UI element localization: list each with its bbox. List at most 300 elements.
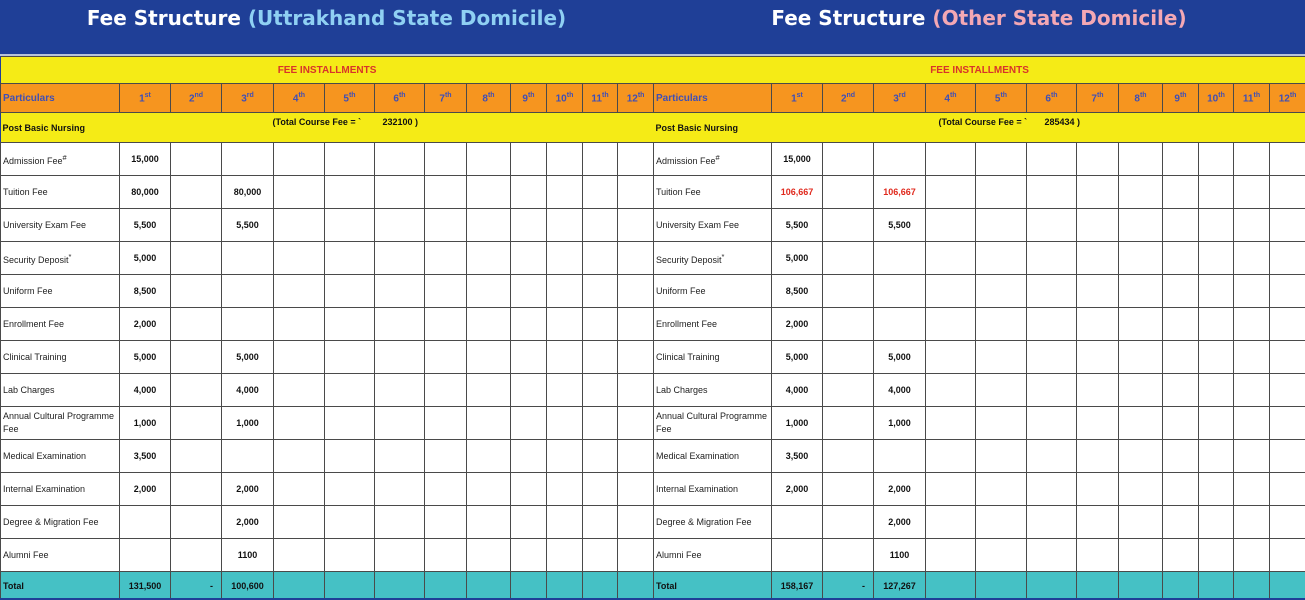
empty-cell [425, 308, 467, 341]
empty-cell [425, 440, 467, 473]
empty-cell [618, 506, 654, 539]
installment-number: 5 [994, 93, 1001, 105]
empty-cell [325, 176, 375, 209]
empty-cell [274, 374, 325, 407]
installment-amount [823, 143, 874, 176]
installment-amount [823, 407, 874, 440]
empty-cell [976, 506, 1027, 539]
empty-cell [274, 242, 325, 275]
fee-label: Admission Fee [656, 155, 716, 166]
course-total-value: 285434 ) [1044, 116, 1081, 127]
empty-cell [274, 275, 325, 308]
empty-cell [976, 572, 1027, 600]
empty-cell [1077, 374, 1119, 407]
course-cell [654, 113, 1305, 143]
empty-cell [1270, 176, 1305, 209]
empty-cell [1234, 407, 1270, 440]
installment-amount: 2,000 [120, 473, 171, 506]
column-header-installment [467, 84, 511, 113]
empty-cell [1077, 572, 1119, 600]
installment-suffix: th [398, 91, 406, 99]
empty-cell [1027, 176, 1077, 209]
empty-cell [1199, 374, 1234, 407]
empty-cell [274, 209, 325, 242]
empty-cell [618, 308, 654, 341]
installment-amount: 5,000 [874, 341, 926, 374]
empty-cell [274, 341, 325, 374]
empty-cell [325, 341, 375, 374]
fee-row [1, 242, 654, 275]
empty-cell [976, 473, 1027, 506]
empty-cell [547, 440, 583, 473]
footnote-mark: * [68, 251, 72, 261]
empty-cell [375, 473, 425, 506]
installment-suffix: th [601, 91, 609, 99]
total-installment-2: - [823, 572, 874, 600]
empty-cell [1270, 374, 1305, 407]
installment-amount [222, 275, 274, 308]
fee-label: University Exam Fee [656, 219, 740, 230]
empty-cell [547, 176, 583, 209]
installment-number: 6 [393, 93, 399, 105]
right-title-highlight: (Other State Domicile) [932, 6, 1187, 30]
installment-amount: 5,500 [874, 209, 926, 242]
empty-cell [1163, 539, 1199, 572]
empty-cell [1077, 143, 1119, 176]
installments-band [654, 57, 1305, 84]
empty-cell [1163, 407, 1199, 440]
empty-cell [1077, 275, 1119, 308]
fee-table-uttrakhand [0, 56, 654, 600]
fee-row [1, 209, 654, 242]
empty-cell [547, 242, 583, 275]
installment-amount: 5,000 [120, 341, 171, 374]
fee-label-cell [654, 407, 772, 440]
installment-number: 12 [626, 93, 638, 105]
installment-amount: 4,000 [874, 374, 926, 407]
installment-amount: 1,000 [120, 407, 171, 440]
fee-label-cell [1, 242, 120, 275]
installment-amount [823, 506, 874, 539]
empty-cell [375, 275, 425, 308]
empty-cell [583, 308, 618, 341]
installment-amount: 8,500 [772, 275, 823, 308]
empty-cell [1234, 176, 1270, 209]
empty-cell [1027, 440, 1077, 473]
installment-number: 1 [791, 93, 797, 105]
empty-cell [425, 242, 467, 275]
installment-amount [823, 473, 874, 506]
empty-cell [976, 209, 1027, 242]
empty-cell [583, 539, 618, 572]
fee-label-cell [654, 209, 772, 242]
fee-row [1, 506, 654, 539]
total-installment-3: 127,267 [874, 572, 926, 600]
header-row [654, 84, 1305, 113]
installment-amount: 2,000 [874, 506, 926, 539]
installment-amount [874, 308, 926, 341]
fee-label: Tuition Fee [656, 186, 701, 197]
empty-cell [1027, 143, 1077, 176]
fee-label-cell [1, 473, 120, 506]
empty-cell [274, 308, 325, 341]
fee-row [1, 374, 654, 407]
empty-cell [511, 473, 547, 506]
column-header-installment [325, 84, 375, 113]
installment-amount: 80,000 [120, 176, 171, 209]
installment-amount: 2,000 [222, 506, 274, 539]
empty-cell [325, 407, 375, 440]
fee-row [1, 539, 654, 572]
installment-number: 8 [1134, 93, 1140, 105]
empty-cell [511, 143, 547, 176]
empty-cell [618, 407, 654, 440]
course-info [655, 116, 1304, 133]
empty-cell [1270, 242, 1305, 275]
empty-cell [467, 539, 511, 572]
empty-cell [1234, 539, 1270, 572]
empty-cell [1027, 572, 1077, 600]
empty-cell [375, 440, 425, 473]
empty-cell [325, 275, 375, 308]
empty-cell [618, 440, 654, 473]
fee-label: Clinical Training [3, 351, 67, 362]
fee-label: Uniform Fee [656, 285, 706, 296]
empty-cell [325, 440, 375, 473]
installment-amount [171, 539, 222, 572]
column-header-installment [375, 84, 425, 113]
fee-label-cell [654, 143, 772, 176]
empty-cell [1270, 308, 1305, 341]
footnote-mark: # [62, 152, 67, 162]
empty-cell [325, 209, 375, 242]
empty-cell [1234, 275, 1270, 308]
column-header-installment [926, 84, 976, 113]
empty-cell [1234, 440, 1270, 473]
empty-cell [1163, 308, 1199, 341]
empty-cell [583, 341, 618, 374]
empty-cell [1270, 143, 1305, 176]
empty-cell [1234, 506, 1270, 539]
empty-cell [325, 473, 375, 506]
empty-cell [547, 506, 583, 539]
course-total-label: (Total Course Fee = ` [272, 116, 362, 127]
empty-cell [511, 572, 547, 600]
installment-amount: 5,500 [772, 209, 823, 242]
installment-suffix: th [1096, 91, 1104, 99]
installment-amount [171, 506, 222, 539]
fee-row [1, 143, 654, 176]
fee-label-cell [1, 275, 120, 308]
empty-cell [274, 506, 325, 539]
empty-cell [976, 242, 1027, 275]
installment-amount: 2,000 [222, 473, 274, 506]
empty-cell [375, 539, 425, 572]
empty-cell [425, 143, 467, 176]
total-installment-2: - [171, 572, 222, 600]
empty-cell [467, 143, 511, 176]
empty-cell [1163, 176, 1199, 209]
fee-row [1, 308, 654, 341]
empty-cell [325, 572, 375, 600]
empty-cell [583, 176, 618, 209]
total-installment-1: 131,500 [120, 572, 171, 600]
empty-cell [511, 539, 547, 572]
installment-amount [171, 275, 222, 308]
installment-suffix: th [1289, 91, 1297, 99]
empty-cell [1077, 176, 1119, 209]
page-banner [0, 0, 1305, 56]
empty-cell [926, 242, 976, 275]
fee-label-cell [654, 242, 772, 275]
fee-label: Degree & Migration Fee [3, 516, 99, 527]
fee-label: Security Deposit [3, 254, 69, 265]
empty-cell [976, 440, 1027, 473]
installment-number: 10 [555, 93, 567, 105]
left-title-highlight: (Uttrakhand State Domicile) [247, 6, 567, 30]
empty-cell [467, 341, 511, 374]
empty-cell [1027, 374, 1077, 407]
empty-cell [583, 572, 618, 600]
left-title [0, 6, 653, 30]
empty-cell [976, 374, 1027, 407]
installment-amount: 5,000 [772, 341, 823, 374]
installment-amount [222, 308, 274, 341]
empty-cell [618, 242, 654, 275]
empty-cell [926, 143, 976, 176]
empty-cell [1119, 506, 1163, 539]
empty-cell [467, 506, 511, 539]
installment-amount [171, 341, 222, 374]
fee-label-cell [1, 143, 120, 176]
total-installment-1: 158,167 [772, 572, 823, 600]
empty-cell [926, 440, 976, 473]
empty-cell [1163, 242, 1199, 275]
empty-cell [976, 275, 1027, 308]
section-label: FEE INSTALLMENTS [1, 57, 654, 84]
installment-amount [823, 209, 874, 242]
fee-label-cell [1, 407, 120, 440]
empty-cell [274, 539, 325, 572]
installment-amount: 1100 [874, 539, 926, 572]
installment-amount: 1,000 [874, 407, 926, 440]
fee-label-cell [1, 308, 120, 341]
empty-cell [1234, 143, 1270, 176]
installment-suffix: st [144, 91, 151, 99]
fee-table-other-state [653, 56, 1305, 600]
empty-cell [1234, 572, 1270, 600]
installment-amount: 106,667 [772, 176, 823, 209]
installment-number: 9 [1174, 93, 1180, 105]
empty-cell [274, 143, 325, 176]
installment-amount [171, 374, 222, 407]
empty-cell [1119, 473, 1163, 506]
installment-amount [823, 341, 874, 374]
empty-cell [618, 572, 654, 600]
installment-amount: 5,000 [222, 341, 274, 374]
fee-label: Admission Fee [3, 155, 63, 166]
empty-cell [1119, 242, 1163, 275]
empty-cell [547, 308, 583, 341]
empty-cell [976, 143, 1027, 176]
fee-row [654, 374, 1305, 407]
empty-cell [467, 407, 511, 440]
empty-cell [325, 242, 375, 275]
installment-suffix: th [1218, 91, 1225, 99]
empty-cell [511, 407, 547, 440]
empty-cell [1199, 341, 1234, 374]
empty-cell [1119, 539, 1163, 572]
installment-suffix: th [637, 91, 645, 99]
course-row [1, 113, 654, 143]
empty-cell [926, 374, 976, 407]
fee-label: Enrollment Fee [656, 318, 718, 329]
column-header-installment [583, 84, 618, 113]
installment-number: 2 [188, 93, 195, 105]
fee-row [654, 143, 1305, 176]
fee-label-cell [1, 341, 120, 374]
empty-cell [1163, 473, 1199, 506]
installment-suffix: th [566, 91, 574, 99]
empty-cell [976, 407, 1027, 440]
fee-row [654, 176, 1305, 209]
empty-cell [1163, 341, 1199, 374]
installment-suffix: rd [246, 91, 254, 99]
empty-cell [1199, 407, 1234, 440]
empty-cell [1119, 374, 1163, 407]
empty-cell [511, 308, 547, 341]
empty-cell [1119, 440, 1163, 473]
installment-number: 6 [1045, 93, 1051, 105]
empty-cell [325, 506, 375, 539]
installment-number: 8 [482, 93, 488, 105]
empty-cell [926, 473, 976, 506]
empty-cell [1077, 506, 1119, 539]
empty-cell [425, 176, 467, 209]
fee-label: Enrollment Fee [3, 318, 65, 329]
empty-cell [1234, 374, 1270, 407]
installment-suffix: rd [898, 91, 906, 99]
empty-cell [1027, 473, 1077, 506]
empty-cell [1234, 209, 1270, 242]
installment-amount: 5,500 [222, 209, 274, 242]
installment-amount [171, 473, 222, 506]
empty-cell [618, 473, 654, 506]
installment-amount [874, 143, 926, 176]
installment-number: 12 [1278, 93, 1290, 105]
empty-cell [274, 176, 325, 209]
installment-amount: 5,500 [120, 209, 171, 242]
installment-amount [222, 242, 274, 275]
empty-cell [926, 176, 976, 209]
empty-cell [926, 572, 976, 600]
empty-cell [1027, 308, 1077, 341]
empty-cell [926, 506, 976, 539]
empty-cell [1119, 143, 1163, 176]
installment-amount: 1100 [222, 539, 274, 572]
empty-cell [1199, 209, 1234, 242]
empty-cell [1270, 440, 1305, 473]
fee-row [654, 407, 1305, 440]
empty-cell [1234, 308, 1270, 341]
empty-cell [547, 407, 583, 440]
column-header-installment [1119, 84, 1163, 113]
column-header-installment [1077, 84, 1119, 113]
empty-cell [976, 308, 1027, 341]
installment-amount [171, 143, 222, 176]
installment-amount: 3,500 [120, 440, 171, 473]
installment-amount: 106,667 [874, 176, 926, 209]
empty-cell [1199, 572, 1234, 600]
installment-amount: 2,000 [120, 308, 171, 341]
fee-row [654, 209, 1305, 242]
total-label: Total [654, 572, 772, 600]
fee-row [1, 176, 654, 209]
empty-cell [547, 572, 583, 600]
empty-cell [1119, 572, 1163, 600]
column-header-installment [874, 84, 926, 113]
empty-cell [583, 506, 618, 539]
installment-amount: 1,000 [222, 407, 274, 440]
fee-label: Clinical Training [656, 351, 720, 362]
course-name: Post Basic Nursing [2, 122, 86, 133]
empty-cell [547, 374, 583, 407]
empty-cell [425, 275, 467, 308]
course-total-value: 232100 ) [382, 116, 419, 127]
fee-label: Alumni Fee [3, 549, 49, 560]
empty-cell [467, 176, 511, 209]
fee-label-cell [1, 176, 120, 209]
empty-cell [1119, 308, 1163, 341]
empty-cell [583, 143, 618, 176]
footnote-mark: * [721, 251, 725, 261]
total-row [1, 572, 654, 600]
fee-label-cell [654, 473, 772, 506]
column-header-installment [222, 84, 274, 113]
fee-label: Lab Charges [3, 384, 55, 395]
course-info [2, 116, 652, 133]
installment-amount [222, 143, 274, 176]
empty-cell [976, 341, 1027, 374]
installment-suffix: th [444, 91, 452, 99]
total-installment-3: 100,600 [222, 572, 274, 600]
empty-cell [1199, 176, 1234, 209]
empty-cell [325, 539, 375, 572]
column-header-particulars: Particulars [654, 84, 772, 113]
empty-cell [425, 209, 467, 242]
fee-label-cell [654, 176, 772, 209]
installment-suffix: th [527, 91, 535, 99]
fee-label: Annual Cultural Programme Fee [656, 411, 768, 434]
installment-amount: 4,000 [120, 374, 171, 407]
empty-cell [375, 176, 425, 209]
installment-suffix: th [348, 91, 356, 99]
empty-cell [1027, 539, 1077, 572]
installment-amount [823, 440, 874, 473]
column-header-installment [823, 84, 874, 113]
empty-cell [375, 374, 425, 407]
column-header-installment [171, 84, 222, 113]
empty-cell [1270, 473, 1305, 506]
empty-cell [325, 374, 375, 407]
empty-cell [583, 242, 618, 275]
installment-amount [171, 209, 222, 242]
installment-amount: 2,000 [772, 473, 823, 506]
empty-cell [1077, 341, 1119, 374]
column-header-installment [547, 84, 583, 113]
empty-cell [1199, 242, 1234, 275]
installment-amount: 1,000 [772, 407, 823, 440]
